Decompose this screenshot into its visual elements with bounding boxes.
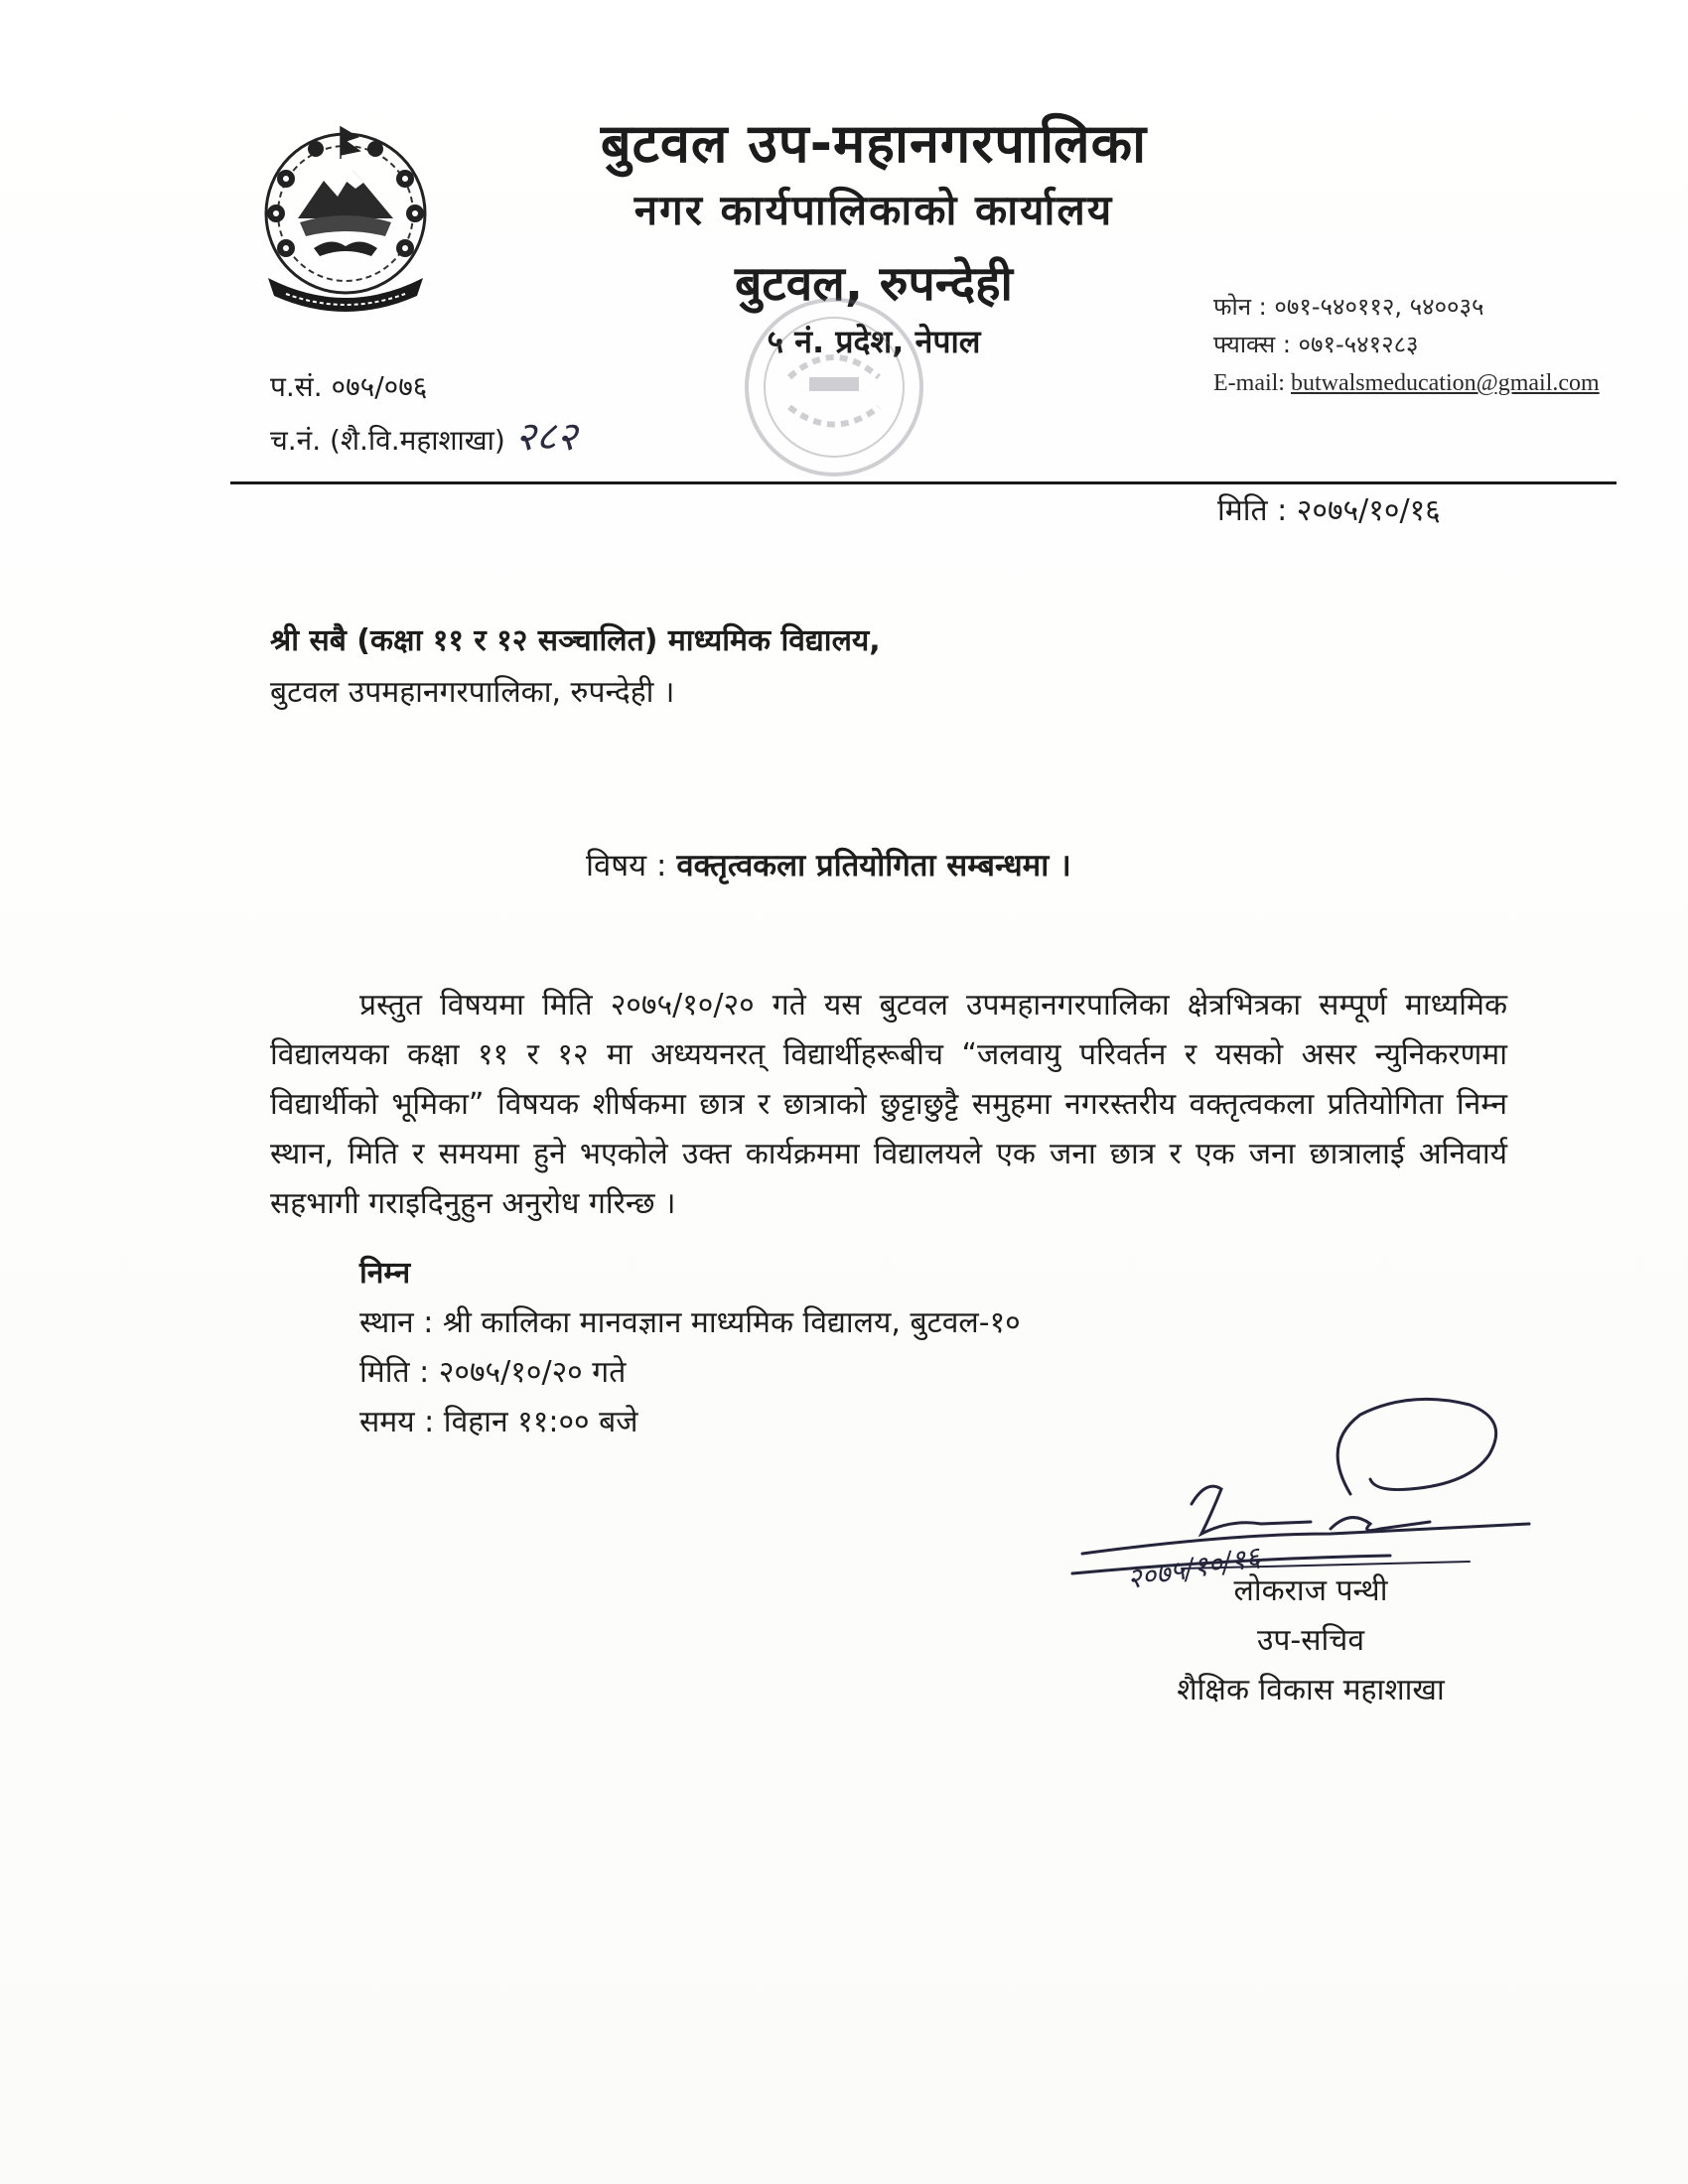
event-date: मिति : २०७५/१०/२० गते xyxy=(359,1355,627,1390)
letter-number: प.सं. ०७५/०७६ xyxy=(270,370,428,403)
addressee-line-2: बुटवल उपमहानगरपालिका, रुपन्देही । xyxy=(270,675,675,710)
email-label: E-mail: xyxy=(1213,370,1291,396)
event-place: स्थान : श्री कालिका मानवज्ञान माध्यमिक विद्यालय, बुटवल-१० xyxy=(359,1305,1021,1340)
phone-number: फोन : ०७१-५४०११२, ५४००३५ xyxy=(1213,293,1484,321)
signatory-department: शैक्षिक विकास महाशाखा xyxy=(1177,1673,1445,1707)
signatory-designation: उप-सचिव xyxy=(1256,1623,1365,1658)
details-heading: निम्न xyxy=(359,1256,411,1291)
event-time: समय : विहान ११:०० बजे xyxy=(359,1405,638,1439)
contact-block xyxy=(1213,288,1600,402)
body-paragraph: प्रस्तुत विषयमा मिति २०७५/१०/२० गते यस बुटवल उपमहानगरपालिका क्षेत्रभित्रका सम्पूर्ण माध्यमिक विद्यालयका कक्षा ११ र १२ मा अध्ययनरत् विद्यार्थीहरूबीच “जलवायु परिवर्तन र यसको असर न्युनिकरणमा विद्यार्थीको भूमिका” विषयक शीर्षकमा छात्र र छात्राको छुट्टाछुट्टै समुहमा नगरस्तरीय वक्तृत्वकला प्रतियोगिता निम्न स्थान, मिति र समयमा हुने भएकोले उक्त कार्यक्रममा विद्यालयले एक जना छात्र र एक जना छात्रालाई अनिवार्य सहभागी गराइदिनुहुन अनुरोध गरिन्छ । xyxy=(270,988,1507,1221)
email-link[interactable]: butwalsmeducation@gmail.com xyxy=(1290,370,1600,396)
signature-date: २०७५/१०/१६ xyxy=(1124,1540,1263,1596)
letter-date: मिति : २०७५/१०/१६ xyxy=(1217,493,1441,528)
coat-of-arms-emblem xyxy=(246,119,445,323)
office-stamp xyxy=(730,258,938,516)
event-details xyxy=(359,1249,1021,1447)
dispatch-number-line xyxy=(270,412,577,466)
dispatch-number: २८२ xyxy=(514,414,578,460)
province-name: ५ नं. प्रदेश, नेपाल xyxy=(767,323,981,360)
dispatch-label: च.नं. (शै.वि.महाशाखा) xyxy=(270,424,505,457)
subject-label: विषय : xyxy=(586,848,677,884)
addressee-block xyxy=(270,615,881,719)
reference-block xyxy=(270,362,577,466)
office-name: नगर कार्यपालिकाको कार्यालय xyxy=(633,186,1114,234)
subject-text: वक्तृत्वकला प्रतियोगिता सम्बन्धमा । xyxy=(676,848,1071,884)
city-name: बुटवल, रुपन्देही xyxy=(735,256,1013,312)
organization-name: बुटवल उप-महानगरपालिका xyxy=(600,112,1148,175)
email-line xyxy=(1213,363,1600,402)
signatory-name: लोकराज पन्थी xyxy=(1233,1573,1388,1608)
fax-number: फ्याक्स : ०७१-५४१२८३ xyxy=(1213,331,1419,358)
subject-line xyxy=(586,844,1071,886)
addressee-line-1: श्री सबै (कक्षा ११ र १२ सञ्चालित) माध्यमिक विद्यालय, xyxy=(270,623,881,658)
header-divider xyxy=(230,481,1617,484)
signatory-block xyxy=(1112,1567,1509,1715)
